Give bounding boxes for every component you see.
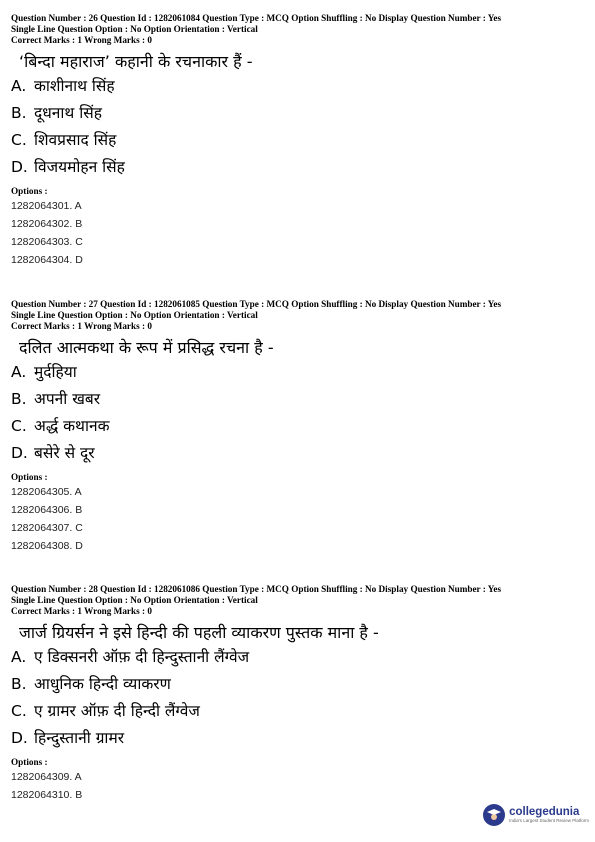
option-text: हिन्दुस्तानी ग्रामर: [34, 728, 125, 747]
option-id: 1282064308. D: [11, 540, 83, 552]
option-id: 1282064304. D: [11, 254, 83, 266]
question-marks: Correct Marks : 1 Wrong Marks : 0: [11, 606, 152, 616]
option-text: दूधनाथ सिंह: [34, 103, 102, 122]
option-a: [11, 643, 585, 670]
option-c: [11, 412, 585, 439]
option-label: C.: [11, 130, 27, 149]
logo-tagline: India's Largest Student Review Platform: [509, 818, 589, 823]
option-label: B.: [11, 103, 27, 122]
graduate-icon: [483, 804, 505, 826]
option-id: 1282064305. A: [11, 486, 82, 498]
option-label: D.: [11, 443, 28, 462]
option-text: शिवप्रसाद सिंह: [34, 130, 117, 149]
option-label: C.: [11, 416, 27, 435]
collegedunia-logo: [483, 804, 589, 826]
question-block-28: [11, 584, 585, 804]
question-meta-line1: Question Number : 26 Question Id : 1282061084 Question Type : MCQ Option Shuffling : No Display Question Number : Yes: [11, 13, 502, 23]
question-text: दलित आत्मकथा के रूप में प्रसिद्ध रचना है -: [19, 338, 274, 357]
option-label: B.: [11, 674, 27, 693]
question-meta-line2: Single Line Question Option : No Option Orientation : Vertical: [11, 310, 258, 320]
option-text: काशीनाथ सिंह: [34, 76, 115, 95]
option-c: [11, 126, 585, 153]
question-meta-line1: Question Number : 27 Question Id : 1282061085 Question Type : MCQ Option Shuffling : No Display Question Number : Yes: [11, 299, 502, 309]
option-d: [11, 724, 585, 751]
option-d: [11, 439, 585, 466]
option-d: [11, 153, 585, 180]
option-text: मुर्दहिया: [34, 362, 77, 381]
question-meta-line1: Question Number : 28 Question Id : 1282061086 Question Type : MCQ Option Shuffling : No Display Question Number : Yes: [11, 584, 502, 594]
option-id: 1282064301. A: [11, 200, 82, 212]
option-label: D.: [11, 728, 28, 747]
option-a: [11, 358, 585, 385]
question-text: जार्ज ग्रियर्सन ने इसे हिन्दी की पहली व्याकरण पुस्तक माना है -: [19, 623, 379, 642]
option-text: ए ग्रामर ऑफ़ दी हिन्दी लैंग्वेज: [34, 701, 200, 720]
option-label: D.: [11, 157, 28, 176]
option-text: विजयमोहन सिंह: [34, 157, 125, 176]
option-label: B.: [11, 389, 27, 408]
option-text: ए डिक्सनरी ऑफ़ दी हिन्दुस्तानी लैंग्वेज: [34, 647, 250, 666]
option-text: अपनी खबर: [34, 389, 101, 408]
question-block-26: [11, 13, 585, 269]
question-text: ‘बिन्दा महाराज’ कहानी के रचनाकार हैं -: [19, 52, 253, 71]
question-meta-line2: Single Line Question Option : No Option Orientation : Vertical: [11, 24, 258, 34]
option-b: [11, 670, 585, 697]
options-heading: Options :: [11, 757, 48, 767]
logo-name: collegedunia: [509, 806, 580, 818]
option-text: आधुनिक हिन्दी व्याकरण: [34, 674, 171, 693]
option-b: [11, 99, 585, 126]
question-block-27: [11, 299, 585, 555]
question-meta-line2: Single Line Question Option : No Option Orientation : Vertical: [11, 595, 258, 605]
option-text: बसेरे से दूर: [34, 443, 95, 462]
option-text: अर्द्ध कथानक: [34, 416, 110, 435]
option-label: A.: [11, 647, 27, 666]
question-marks: Correct Marks : 1 Wrong Marks : 0: [11, 321, 152, 331]
option-id: 1282064302. B: [11, 218, 83, 230]
option-b: [11, 385, 585, 412]
option-id: 1282064307. C: [11, 522, 83, 534]
option-c: [11, 697, 585, 724]
option-id: 1282064310. B: [11, 789, 83, 801]
option-id: 1282064303. C: [11, 236, 83, 248]
options-heading: Options :: [11, 472, 48, 482]
option-id: 1282064306. B: [11, 504, 83, 516]
option-id: 1282064309. A: [11, 771, 82, 783]
option-label: C.: [11, 701, 27, 720]
option-a: [11, 72, 585, 99]
option-label: A.: [11, 76, 27, 95]
question-marks: Correct Marks : 1 Wrong Marks : 0: [11, 35, 152, 45]
options-heading: Options :: [11, 186, 48, 196]
option-label: A.: [11, 362, 27, 381]
